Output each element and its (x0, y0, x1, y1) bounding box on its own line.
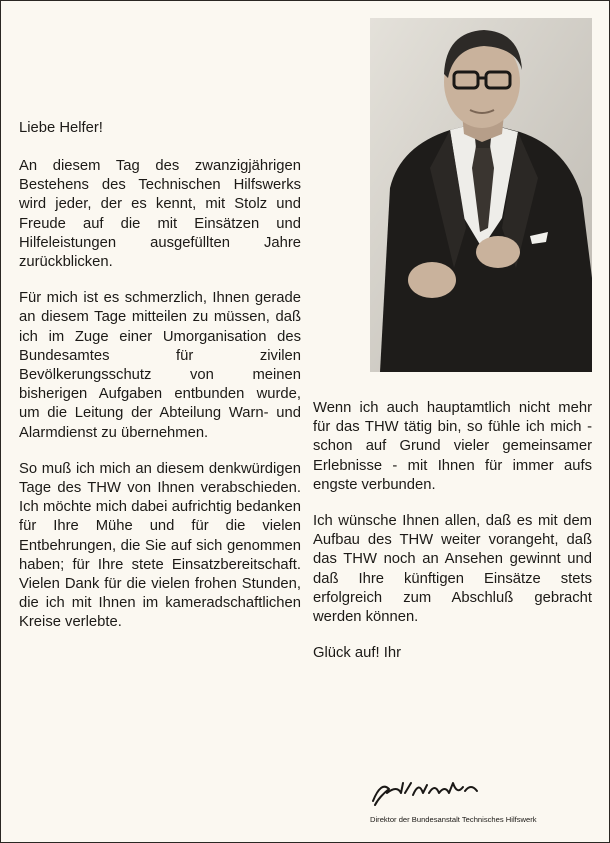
paragraph-farewell: So muß ich mich an diesem denkwürdigen Tage des THW von Ihnen verabschieden. Ich möchte mich dabei aufrichtig bedanken für Ihre Mühe und für die vielen Entbehrungen, die Sie auf sich genommen haben; für Ihre stete Einsatzbereitschaft. Vielen Dank für die vielen frohen Stunden, die ich mit Ihnen im kameradschaftlichen Kreise verlebte. (19, 460, 301, 631)
handwritten-signature (367, 771, 487, 809)
paragraph-connection: Wenn ich auch hauptamtlich nicht mehr für das THW tätig bin, so fühle ich mich - schon auf Grund vieler gemeinsamer Erlebnisse - mit Ihnen für immer aufs engste verbunden. (313, 400, 592, 493)
paragraph-reassignment: Für mich ist es schmerzlich, Ihnen gerade an diesem Tage mitteilen zu müssen, daß ich im Zuge einer Umorganisation des Bundesamtes für zivilen Bevölkerungsschutz von meinen bisherigen Aufgaben entbunden wurde, um die Leitung der Abteilung Warn- und Alarmdienst zu übernehmen. (19, 290, 301, 441)
right-column (313, 399, 592, 682)
portrait-photo (370, 18, 592, 372)
signature-caption: Direktor der Bundesanstalt Technisches Hilfswerk (370, 815, 537, 824)
portrait-illustration (370, 18, 592, 372)
paragraph-anniversary: An diesem Tag des zwanzigjährigen Bestehens des Technischen Hilfswerks wird jeder, der es kennt, mit Stolz und Freude auf die mit Einsätzen und Hilfeleistungen ausgefüllten Jahre zurückblicken. (19, 158, 301, 271)
left-column (19, 119, 301, 650)
paragraph-wishes: Ich wünsche Ihnen allen, daß es mit dem Aufbau des THW weiter vorangeht, daß das THW noch an Ansehen gewinnt und daß Ihre künftigen Einsätze stets erfolgreich zum Abschluß gebracht werden können. (313, 513, 592, 626)
closing: Glück auf! Ihr (313, 645, 401, 662)
greeting: Liebe Helfer! (19, 120, 103, 136)
